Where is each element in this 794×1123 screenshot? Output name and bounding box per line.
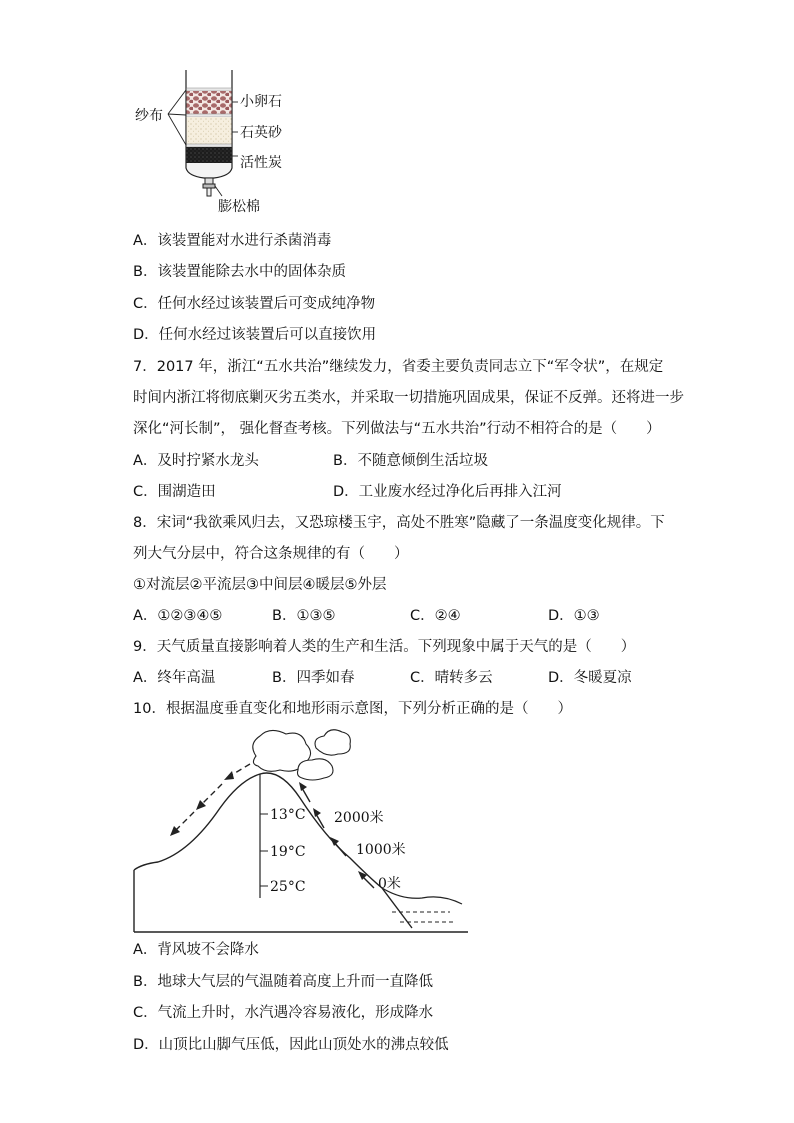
windward-arrowhead-2 <box>330 837 339 846</box>
tube-funnel <box>186 163 232 178</box>
altitude-label-0: 0米 <box>378 876 401 892</box>
filter-figure <box>130 68 310 218</box>
label-gauze: 纱布 <box>135 108 163 124</box>
q10-option-d: D．山顶比山脚气压低，因此山顶处水的沸点较低 <box>133 1037 449 1053</box>
q8-option-c: C．②④ <box>410 608 461 624</box>
leeward-arrow-3 <box>176 812 194 830</box>
q10-option-b: B．地球大气层的气温随着高度上升而一直降低 <box>133 974 433 990</box>
q8-option-b: B．①③⑤ <box>272 608 336 624</box>
nozzle-body <box>203 184 215 188</box>
gauze-layer-2 <box>187 114 232 117</box>
windward-arrowhead-4 <box>299 782 307 791</box>
gauze-pointer-3 <box>168 114 186 145</box>
label-pebbles: 小卵石 <box>240 94 282 110</box>
label-activated-carbon: 活性炭 <box>240 155 282 171</box>
q10-stem: 10．根据温度垂直变化和地形雨示意图，下列分析正确的是（ ） <box>133 701 572 717</box>
leeward-arrow-1 <box>230 764 250 776</box>
quartz-sand-layer <box>187 117 232 144</box>
q6-option-b: B．该装置能除去水中的固体杂质 <box>133 264 346 280</box>
cloud-small-bottom <box>298 759 334 780</box>
altitude-label-1000: 1000米 <box>356 842 406 858</box>
q7-option-a: A．及时拧紧水龙头 <box>133 453 259 469</box>
activated-carbon-layer <box>187 147 232 164</box>
q8-stem-line-1: 8．宋词“我欲乘风归去，又恐琼楼玉宇，高处不胜寒”隐藏了一条温度变化规律。下 <box>133 515 665 531</box>
windward-arrow-4 <box>302 788 310 802</box>
q9-option-b: B．四季如春 <box>272 670 355 686</box>
pebble-layer <box>187 91 232 114</box>
q7-stem-line-1: 7．2017 年，浙江“五水共治”继续发力，省委主要负责同志立下“军令状”，在规定 <box>133 359 664 375</box>
q7-stem-line-3: 深化“河长制”， 强化督查考核。下列做法与“五水共治”行动不相符合的是（ ） <box>133 421 661 437</box>
q8-option-d: D．①③ <box>548 608 600 624</box>
q6-option-a: A．该装置能对水进行杀菌消毒 <box>133 233 332 249</box>
temp-label-13: 13°C <box>270 807 306 823</box>
q9-stem: 9．天气质量直接影响着人类的生产和生活。下列现象中属于天气的是（ ） <box>133 639 636 655</box>
nozzle-tip <box>207 188 211 196</box>
q10-option-c: C．气流上升时，水汽遇冷容易液化，形成降水 <box>133 1005 434 1021</box>
temp-label-19: 19°C <box>270 844 306 860</box>
gauze-pointer-1 <box>168 90 186 114</box>
gauze-layer-3 <box>187 144 232 147</box>
q9-option-c: C．晴转多云 <box>410 670 493 686</box>
gauze-pointer-2 <box>168 114 186 115</box>
windward-arrowhead-3 <box>313 808 321 817</box>
q8-stem-line-2: 列大气分层中，符合这条规律的有（ ） <box>133 546 409 562</box>
temp-label-25: 25°C <box>270 879 306 895</box>
q10-option-a: A．背风坡不会降水 <box>133 942 259 958</box>
q8-option-a: A．①②③④⑤ <box>133 608 223 624</box>
q7-option-c: C．围湖造田 <box>133 484 216 500</box>
q7-stem-line-2: 时间内浙江将彻底剿灭劣五类水，并采取一切措施巩固成果，保证不反弹。还将进一步 <box>133 390 684 406</box>
q9-option-d: D．冬暖夏凉 <box>548 670 632 686</box>
q6-option-d: D．任何水经过该装置后可以直接饮用 <box>133 327 377 343</box>
cloud-small-top <box>315 730 350 755</box>
q8-layers-list: ①对流层②平流层③中间层④暖层⑤外层 <box>133 577 387 593</box>
nozzle-top <box>205 178 213 184</box>
altitude-label-2000: 2000米 <box>334 810 384 826</box>
q7-option-b: B．不随意倾倒生活垃圾 <box>333 453 488 469</box>
leeward-arrowhead-1 <box>224 771 234 780</box>
orographic-rain-diagram <box>130 728 475 938</box>
q6-option-c: C．任何水经过该装置后可变成纯净物 <box>133 296 376 312</box>
cotton-pointer <box>215 186 222 196</box>
leeward-arrow-2 <box>202 784 222 804</box>
filter-diagram <box>130 68 310 218</box>
label-quartz-sand: 石英砂 <box>240 125 282 141</box>
gauze-layer-1 <box>187 88 232 91</box>
orographic-rain-figure <box>130 728 475 938</box>
label-cotton: 膨松棉 <box>218 199 260 215</box>
q9-option-a: A．终年高温 <box>133 670 216 686</box>
q7-option-d: D．工业废水经过净化后再排入江河 <box>333 484 562 500</box>
